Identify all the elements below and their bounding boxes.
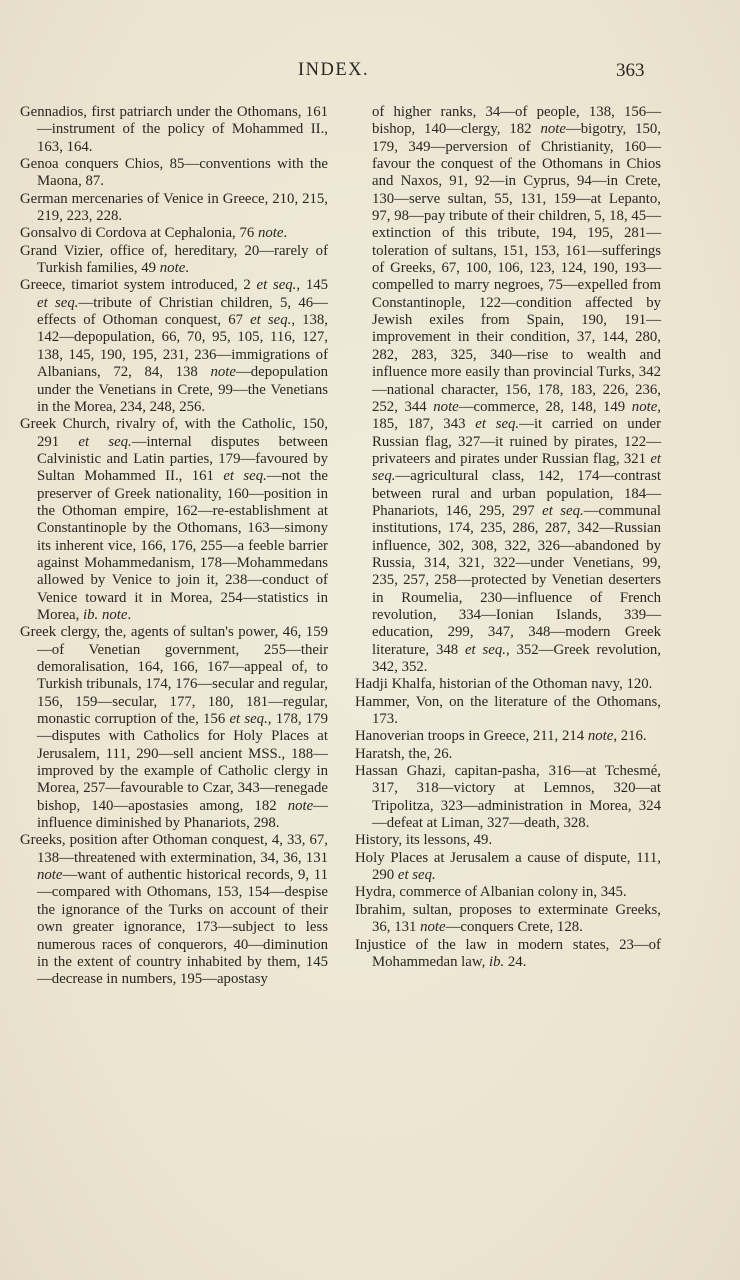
index-entry-hammer: Hammer, Von, on the literature of the Othomans, 173.	[355, 693, 661, 728]
index-entry-hassan-ghazi: Hassan Ghazi, capitan-pasha, 316—at Tchesmé, 317, 318—victory at Lemnos, 320—at Tripolitza, 323—administration in Morea, 324—defeat at Liman, 327—death, 328.	[355, 763, 661, 832]
index-entry-german-mercenaries: German mercenaries of Venice in Greece, 210, 215, 219, 223, 228.	[20, 190, 328, 225]
index-entry-ibrahim: Ibrahim, sultan, proposes to exterminate Greeks, 36, 131 note—conquers Crete, 128.	[355, 901, 661, 936]
index-entry-greek-church: Greek Church, rivalry of, with the Catholic, 150, 291 et seq.—internal disputes between Calvinistic and Latin parties, 179—favoured by Sultan Mohammed II., 161 et seq.—not the preserver of Greek nationality, 160—position in the Othoman empire, 162—re-establishment at Constantinople by the Othomans, 163—simony its inherent vice, 166, 176, 255—a feeble barrier against Mohammedanism, 178—Mohammedans allowed by Venice to join it, 238—conduct of Venice toward it in Morea, 254—statistics in Morea, ib. note.	[20, 416, 328, 623]
index-entry-grand-vizier: Grand Vizier, office of, hereditary, 20—rarely of Turkish families, 49 note.	[20, 242, 328, 277]
index-entry-haratsh: Haratsh, the, 26.	[355, 745, 453, 762]
index-entry-hadji-khalfa: Hadji Khalfa, historian of the Othoman navy, 120.	[355, 676, 653, 693]
page-number: 363	[616, 60, 645, 81]
index-entry-hanoverian-troops: Hanoverian troops in Greece, 211, 214 note, 216.	[355, 728, 647, 745]
index-entry-genoa: Genoa conquers Chios, 85—conventions with the Maona, 87.	[20, 156, 328, 190]
index-entry-gonsalvo: Gonsalvo di Cordova at Cephalonia, 76 note.	[20, 225, 288, 242]
index-entry-greeks: Greeks, position after Othoman conquest, 4, 33, 67, 138—threatened with extermination, 34, 36, 131 note—want of authentic historical records, 9, 11—compared with Othomans, 153, 154—despise the ignorance of the Turks on account of their own greater ignorance, 173—subject to less numerous races of conquerors, 40—diminution in the extent of country inhabited by them, 145—decrease in numbers, 195—apostasy	[20, 832, 328, 988]
index-entry-gennadios: Gennadios, first patriarch under the Othomans, 161—instrument of the policy of Mohammed II., 163, 164.	[20, 104, 328, 155]
page-title: INDEX.	[298, 60, 370, 80]
right-column	[355, 104, 661, 971]
index-entry-hydra: Hydra, commerce of Albanian colony in, 345.	[355, 884, 627, 901]
index-entry-holy-places: Holy Places at Jerusalem a cause of dispute, 111, 290 et seq.	[355, 849, 661, 884]
index-entry-greece: Greece, timariot system introduced, 2 et seq., 145 et seq.—tribute of Christian children, 5, 46—effects of Othoman conquest, 67 et seq., 138, 142—depopulation, 66, 70, 95, 105, 116, 127, 138, 145, 190, 195, 231, 236—immigrations of Albanians, 72, 84, 138 note—depopulation under the Venetians in Crete, 99—the Venetians in the Morea, 234, 248, 256.	[20, 277, 329, 415]
running-head	[0, 60, 740, 84]
left-column	[20, 104, 328, 989]
index-entry-history: History, its lessons, 49.	[355, 832, 493, 849]
index-entry-greeks-continued: of higher ranks, 34—of people, 138, 156—bishop, 140—clergy, 182 note—bigotry, 150, 179, 349—perversion of Christianity, 160—favour the conquest of the Othomans in Chios and Naxos, 91, 92—in Cyprus, 94—in Crete, 130—serve sultan, 55, 131, 159—at Lepanto, 97, 98—pay tribute of their children, 5, 18, 45—extinction of this tribute, 194, 195, 281—toleration of sultans, 151, 153, 161—sufferings of Greeks, 67, 100, 106, 123, 124, 190, 193—compelled to marry negroes, 75—expelled from Constantinople, 122—condition affected by Jewish exiles from Spain, 190, 191—improvement in their condition, 37, 144, 280, 282, 283, 325, 340—rise to wealth and influence more easily than provincial Turks, 342—national character, 156, 178, 183, 226, 236, 252, 344 note—commerce, 28, 148, 149 note, 185, 187, 343 et seq.—it carried on under Russian flag, 327—it ruined by pirates, 122—privateers and pirates under Russian flag, 321 et seq.—agricultural class, 142, 174—contrast between rural and urban population, 184—Phanariots, 146, 295, 297 et seq.—communal institutions, 174, 235, 286, 287, 342—Russian influence, 302, 308, 322, 326—abandoned by Russia, 314, 321, 322—under Venetians, 99, 235, 257, 258—protected by Venetian deserters in Roumelia, 230—influence of French revolution, 334—Ionian Islands, 339—education, 299, 347, 348—modern Greek literature, 348 et seq., 352—Greek revolution, 342, 352.	[372, 104, 661, 675]
index-entry-greek-clergy: Greek clergy, the, agents of sultan's power, 46, 159—of Venetian government, 255—their demoralisation, 164, 166, 167—appeal of, to Turkish tribunals, 174, 176—secular and regular, 156, 159—secular, 177, 180, 181—regular, monastic corruption of the, 156 et seq., 178, 179—disputes with Catholics for Holy Places at Jerusalem, 111, 290—sell ancient MSS., 188—improved by the example of Catholic clergy in Morea, 257—favourable to Czar, 343—renegade bishop, 140—apostasies among, 182 note—influence diminished by Phanariots, 298.	[20, 624, 329, 832]
index-entry-injustice: Injustice of the law in modern states, 23—of Mohammedan law, ib. 24.	[355, 936, 661, 970]
